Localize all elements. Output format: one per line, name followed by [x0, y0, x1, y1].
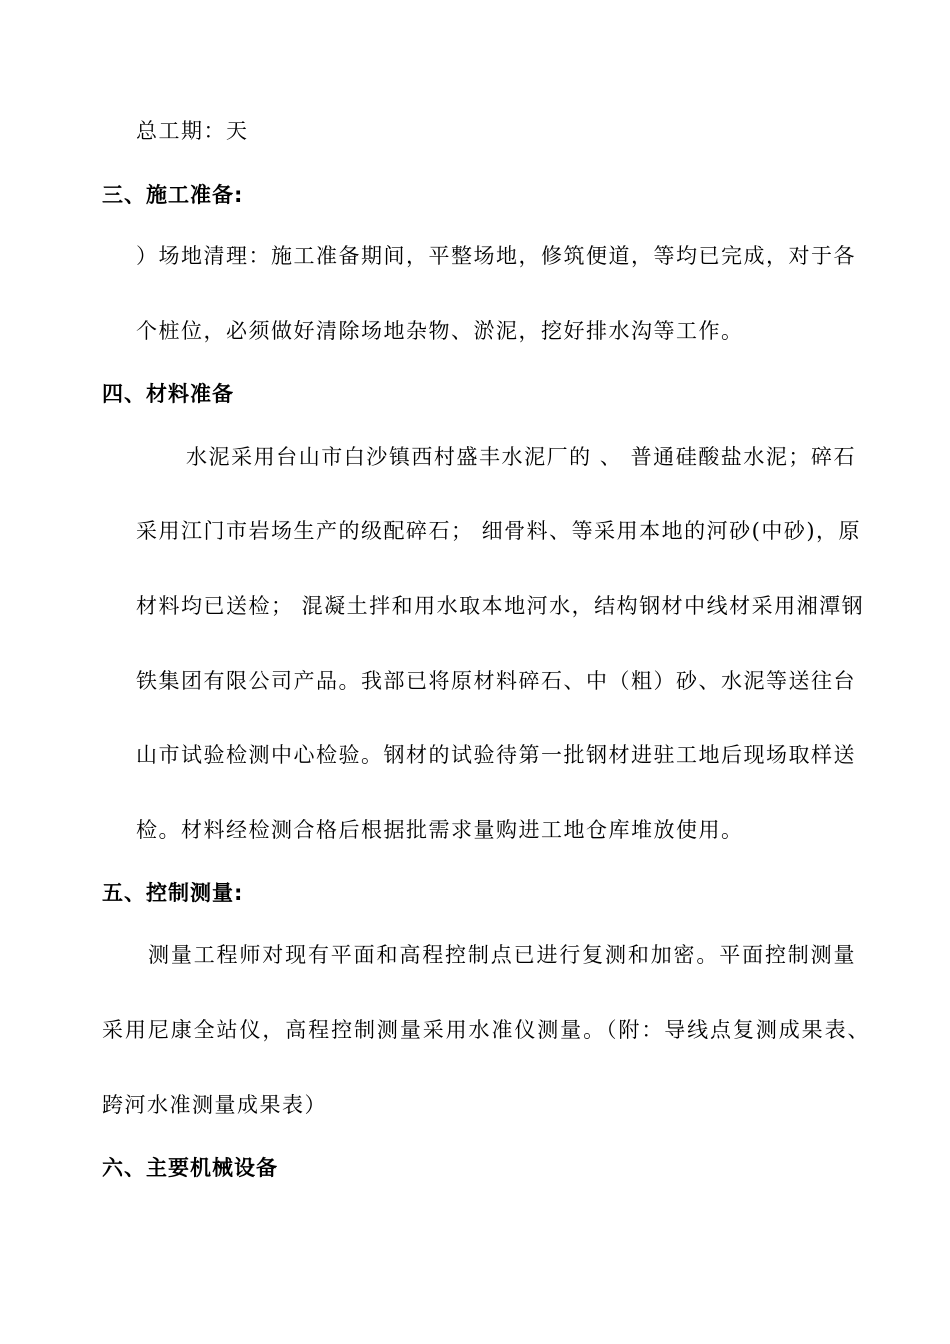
section-4-line-3: 材料均已送检； 混凝土拌和用水取本地河水，结构钢材中线材采用湘潭钢: [136, 594, 865, 618]
section-5-line-2: 采用尼康全站仪，高程控制测量采用水准仪测量。（附：导线点复测成果表、: [102, 1018, 870, 1042]
section-3-heading: 三、施工准备:: [102, 183, 244, 207]
section-4-heading: 四、材料准备: [102, 382, 234, 406]
total-period-line: 总工期：天: [136, 119, 249, 143]
section-5-heading: 五、控制测量:: [102, 881, 244, 905]
section-3-line-2: 个桩位，必须做好清除场地杂物、淤泥，挖好排水沟等工作。: [136, 319, 744, 343]
section-4-line-6: 检。材料经检测合格后根据批需求量购进工地仓库堆放使用。: [136, 818, 744, 842]
section-5-line-3: 跨河水准测量成果表）: [102, 1093, 327, 1117]
section-4-line-2: 采用江门市岩场生产的级配碎石； 细骨料、等采用本地的河砂(中砂)，原: [136, 519, 862, 543]
section-5-line-1: 测量工程师对现有平面和高程控制点已进行复测和加密。平面控制测量: [148, 943, 856, 967]
section-6-heading: 六、主要机械设备: [102, 1156, 278, 1180]
section-4-line-4: 铁集团有限公司产品。我部已将原材料碎石、中（粗）砂、水泥等送往台: [136, 669, 856, 693]
section-4-line-5: 山市试验检测中心检验。钢材的试验待第一批钢材进驻工地后现场取样送: [136, 743, 856, 767]
section-4-line-1: 水泥采用台山市白沙镇西村盛丰水泥厂的 、 普通硅酸盐水泥；碎石: [186, 445, 856, 469]
section-3-line-1: ）场地清理：施工准备期间，平整场地，修筑便道，等均已完成，对于各: [136, 244, 856, 268]
